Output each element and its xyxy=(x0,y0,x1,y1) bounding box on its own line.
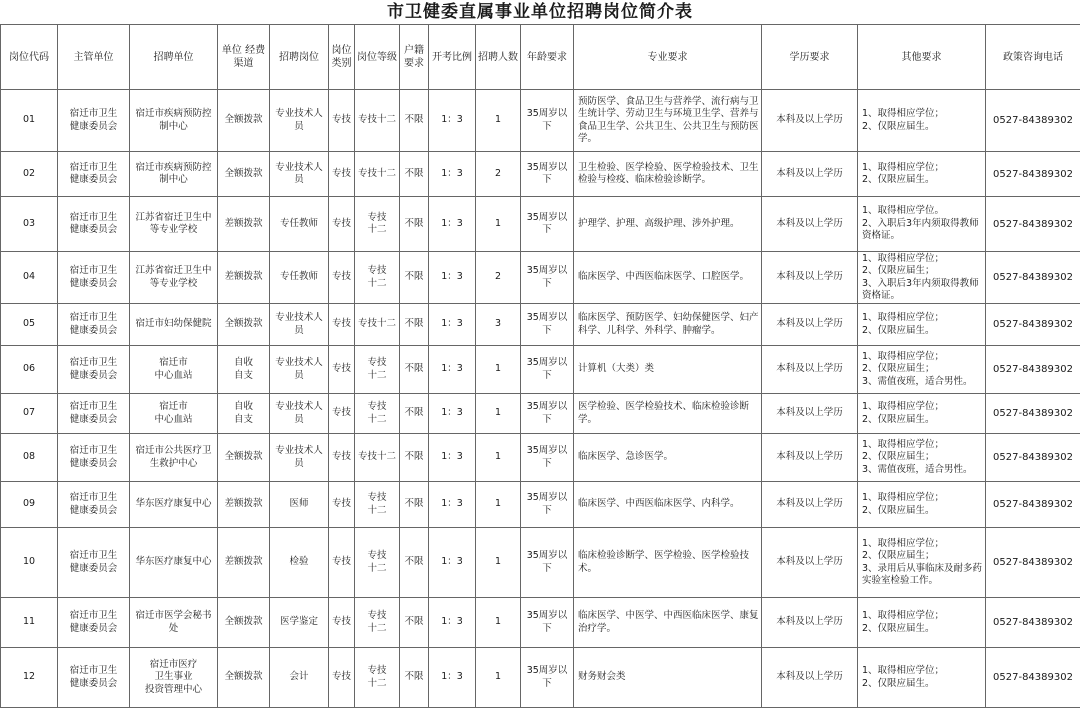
row-age: 35周岁以下 xyxy=(521,482,574,528)
row-level: 专技十二 xyxy=(355,90,400,152)
header-code: 岗位代码 xyxy=(1,25,58,90)
row-funding: 全额拨款 xyxy=(218,598,270,648)
row-category: 专技 xyxy=(329,598,355,648)
row-level: 专技十二 xyxy=(355,152,400,197)
row-count: 1 xyxy=(476,482,521,528)
row-category: 专技 xyxy=(329,346,355,394)
row-ratio: 1：3 xyxy=(429,90,476,152)
row-major: 医学检验、医学检验技术、临床检验诊断学。 xyxy=(574,394,762,434)
row-major: 临床医学、预防医学、妇幼保健医学、妇产科学、儿科学、外科学、肿瘤学。 xyxy=(574,304,762,346)
row-unit: 宿迁市疾病预防控 制中心 xyxy=(130,152,218,197)
row-edu: 本科及以上学历 xyxy=(762,90,858,152)
row-count: 1 xyxy=(476,598,521,648)
row-ratio: 1：3 xyxy=(429,434,476,482)
row-post: 专业技术人员 xyxy=(270,346,329,394)
row-age: 35周岁以下 xyxy=(521,197,574,252)
row-edu: 本科及以上学历 xyxy=(762,152,858,197)
row-level: 专技 十二 xyxy=(355,197,400,252)
row-unit: 宿迁市公共医疗卫 生救护中心 xyxy=(130,434,218,482)
row-code: 12 xyxy=(1,648,58,708)
row-ratio: 1：3 xyxy=(429,528,476,598)
row-phone: 0527-84389302 xyxy=(986,482,1080,528)
row-age: 35周岁以下 xyxy=(521,394,574,434)
row-other: 1、取得相应学位； 2、仅限应届生。 xyxy=(858,90,986,152)
row-unit: 宿迁市医学会秘书 处 xyxy=(130,598,218,648)
row-phone: 0527-84389302 xyxy=(986,304,1080,346)
row-code: 05 xyxy=(1,304,58,346)
header-category: 岗位 类别 xyxy=(329,25,355,90)
table-row xyxy=(1,528,1080,598)
row-ratio: 1：3 xyxy=(429,304,476,346)
row-major: 临床医学、中西医临床医学、口腔医学。 xyxy=(574,252,762,304)
table-row xyxy=(1,394,1080,434)
row-ratio: 1：3 xyxy=(429,482,476,528)
row-code: 03 xyxy=(1,197,58,252)
row-count: 1 xyxy=(476,394,521,434)
row-edu: 本科及以上学历 xyxy=(762,394,858,434)
header-unit: 招聘单位 xyxy=(130,25,218,90)
row-major: 临床检验诊断学、医学检验、医学检验技术。 xyxy=(574,528,762,598)
row-major: 预防医学、食品卫生与营养学、流行病与卫生统计学、劳动卫生与环境卫生学、营养与食品卫生学、公共卫生、公共卫生与预防医学。 xyxy=(574,90,762,152)
row-level: 专技 十二 xyxy=(355,648,400,708)
row-dept: 宿迁市卫生 健康委员会 xyxy=(58,648,130,708)
row-hukou: 不限 xyxy=(400,346,429,394)
row-unit: 江苏省宿迁卫生中 等专业学校 xyxy=(130,252,218,304)
table-row xyxy=(1,90,1080,152)
row-major: 计算机（大类）类 xyxy=(574,346,762,394)
header-count: 招聘人数 xyxy=(476,25,521,90)
row-edu: 本科及以上学历 xyxy=(762,434,858,482)
row-hukou: 不限 xyxy=(400,304,429,346)
row-hukou: 不限 xyxy=(400,90,429,152)
row-other: 1、取得相应学位； 2、仅限应届生； 3、录用后从事临床及耐多药实验室检验工作。 xyxy=(858,528,986,598)
row-funding: 差额拨款 xyxy=(218,197,270,252)
row-category: 专技 xyxy=(329,648,355,708)
recruitment-table xyxy=(0,24,1080,708)
row-other: 1、取得相应学位； 2、仅限应届生。 xyxy=(858,482,986,528)
row-phone: 0527-84389302 xyxy=(986,648,1080,708)
row-phone: 0527-84389302 xyxy=(986,197,1080,252)
table-row xyxy=(1,598,1080,648)
row-dept: 宿迁市卫生 健康委员会 xyxy=(58,434,130,482)
row-age: 35周岁以下 xyxy=(521,304,574,346)
header-edu: 学历要求 xyxy=(762,25,858,90)
row-category: 专技 xyxy=(329,394,355,434)
row-post: 专业技术人员 xyxy=(270,152,329,197)
row-count: 1 xyxy=(476,434,521,482)
row-code: 08 xyxy=(1,434,58,482)
header-dept: 主管单位 xyxy=(58,25,130,90)
row-post: 专业技术人员 xyxy=(270,434,329,482)
row-other: 1、取得相应学位。 2、入职后3年内须取得教师资格证。 xyxy=(858,197,986,252)
row-phone: 0527-84389302 xyxy=(986,90,1080,152)
row-unit: 华东医疗康复中心 xyxy=(130,528,218,598)
row-post: 专业技术人员 xyxy=(270,90,329,152)
row-unit: 宿迁市妇幼保健院 xyxy=(130,304,218,346)
row-phone: 0527-84389302 xyxy=(986,394,1080,434)
row-funding: 全额拨款 xyxy=(218,434,270,482)
header-post: 招聘岗位 xyxy=(270,25,329,90)
row-level: 专技 十二 xyxy=(355,528,400,598)
header-phone: 政策咨询电话 xyxy=(986,25,1080,90)
row-count: 2 xyxy=(476,152,521,197)
row-other: 1、取得相应学位； 2、仅限应届生； 3、需值夜班，适合男性。 xyxy=(858,434,986,482)
row-level: 专技十二 xyxy=(355,434,400,482)
row-ratio: 1：3 xyxy=(429,346,476,394)
row-category: 专技 xyxy=(329,434,355,482)
row-phone: 0527-84389302 xyxy=(986,152,1080,197)
row-age: 35周岁以下 xyxy=(521,528,574,598)
row-code: 07 xyxy=(1,394,58,434)
row-dept: 宿迁市卫生 健康委员会 xyxy=(58,152,130,197)
row-funding: 全额拨款 xyxy=(218,152,270,197)
table-row xyxy=(1,482,1080,528)
row-edu: 本科及以上学历 xyxy=(762,197,858,252)
row-level: 专技 十二 xyxy=(355,598,400,648)
row-other: 1、取得相应学位； 2、仅限应届生。 xyxy=(858,598,986,648)
row-other: 1、取得相应学位； 2、仅限应届生； 3、入职后3年内须取得教师资格证。 xyxy=(858,252,986,304)
row-age: 35周岁以下 xyxy=(521,434,574,482)
row-funding: 差额拨款 xyxy=(218,528,270,598)
row-code: 02 xyxy=(1,152,58,197)
row-hukou: 不限 xyxy=(400,482,429,528)
row-major: 财务财会类 xyxy=(574,648,762,708)
row-ratio: 1：3 xyxy=(429,648,476,708)
row-ratio: 1：3 xyxy=(429,394,476,434)
row-unit: 宿迁市 中心血站 xyxy=(130,346,218,394)
row-post: 专业技术人员 xyxy=(270,394,329,434)
row-funding: 全额拨款 xyxy=(218,304,270,346)
row-code: 11 xyxy=(1,598,58,648)
row-level: 专技 十二 xyxy=(355,394,400,434)
row-dept: 宿迁市卫生 健康委员会 xyxy=(58,197,130,252)
header-other: 其他要求 xyxy=(858,25,986,90)
row-count: 3 xyxy=(476,304,521,346)
header-major: 专业要求 xyxy=(574,25,762,90)
row-post: 医学鉴定 xyxy=(270,598,329,648)
row-hukou: 不限 xyxy=(400,528,429,598)
row-age: 35周岁以下 xyxy=(521,346,574,394)
row-count: 1 xyxy=(476,346,521,394)
table-row xyxy=(1,152,1080,197)
row-category: 专技 xyxy=(329,90,355,152)
row-major: 临床医学、急诊医学。 xyxy=(574,434,762,482)
row-dept: 宿迁市卫生 健康委员会 xyxy=(58,598,130,648)
row-unit: 华东医疗康复中心 xyxy=(130,482,218,528)
row-dept: 宿迁市卫生 健康委员会 xyxy=(58,482,130,528)
row-category: 专技 xyxy=(329,528,355,598)
row-dept: 宿迁市卫生 健康委员会 xyxy=(58,346,130,394)
header-hukou: 户籍 要求 xyxy=(400,25,429,90)
row-edu: 本科及以上学历 xyxy=(762,648,858,708)
row-phone: 0527-84389302 xyxy=(986,434,1080,482)
row-category: 专技 xyxy=(329,152,355,197)
row-category: 专技 xyxy=(329,482,355,528)
row-code: 04 xyxy=(1,252,58,304)
row-post: 检验 xyxy=(270,528,329,598)
row-other: 1、取得相应学位； 2、仅限应届生。 xyxy=(858,648,986,708)
table-row xyxy=(1,197,1080,252)
row-other: 1、取得相应学位； 2、仅限应届生。 xyxy=(858,152,986,197)
row-post: 医师 xyxy=(270,482,329,528)
row-age: 35周岁以下 xyxy=(521,648,574,708)
row-unit: 宿迁市疾病预防控 制中心 xyxy=(130,90,218,152)
row-dept: 宿迁市卫生 健康委员会 xyxy=(58,90,130,152)
row-hukou: 不限 xyxy=(400,394,429,434)
header-ratio: 开考比例 xyxy=(429,25,476,90)
row-dept: 宿迁市卫生 健康委员会 xyxy=(58,252,130,304)
row-count: 2 xyxy=(476,252,521,304)
row-hukou: 不限 xyxy=(400,598,429,648)
row-funding: 差额拨款 xyxy=(218,252,270,304)
row-ratio: 1：3 xyxy=(429,252,476,304)
row-post: 会计 xyxy=(270,648,329,708)
row-post: 专任教师 xyxy=(270,197,329,252)
row-other: 1、取得相应学位； 2、仅限应届生； 3、需值夜班，适合男性。 xyxy=(858,346,986,394)
row-ratio: 1：3 xyxy=(429,152,476,197)
row-category: 专技 xyxy=(329,197,355,252)
table-row xyxy=(1,346,1080,394)
header-age: 年龄要求 xyxy=(521,25,574,90)
row-hukou: 不限 xyxy=(400,648,429,708)
row-other: 1、取得相应学位； 2、仅限应届生。 xyxy=(858,394,986,434)
row-edu: 本科及以上学历 xyxy=(762,252,858,304)
row-code: 09 xyxy=(1,482,58,528)
row-major: 卫生检验、医学检验、医学检验技术、卫生检验与检疫、临床检验诊断学。 xyxy=(574,152,762,197)
row-hukou: 不限 xyxy=(400,152,429,197)
header-level: 岗位等级 xyxy=(355,25,400,90)
row-edu: 本科及以上学历 xyxy=(762,598,858,648)
row-edu: 本科及以上学历 xyxy=(762,528,858,598)
row-dept: 宿迁市卫生 健康委员会 xyxy=(58,394,130,434)
row-post: 专业技术人员 xyxy=(270,304,329,346)
table-row xyxy=(1,304,1080,346)
row-hukou: 不限 xyxy=(400,434,429,482)
row-category: 专技 xyxy=(329,252,355,304)
table-row xyxy=(1,648,1080,708)
row-funding: 全额拨款 xyxy=(218,90,270,152)
row-ratio: 1：3 xyxy=(429,197,476,252)
row-edu: 本科及以上学历 xyxy=(762,346,858,394)
header-row xyxy=(1,25,1080,90)
row-count: 1 xyxy=(476,648,521,708)
table-row xyxy=(1,252,1080,304)
row-major: 护理学、护理、高级护理、涉外护理。 xyxy=(574,197,762,252)
row-count: 1 xyxy=(476,90,521,152)
row-level: 专技 十二 xyxy=(355,346,400,394)
row-code: 01 xyxy=(1,90,58,152)
row-unit: 宿迁市 中心血站 xyxy=(130,394,218,434)
row-count: 1 xyxy=(476,528,521,598)
row-phone: 0527-84389302 xyxy=(986,528,1080,598)
row-hukou: 不限 xyxy=(400,252,429,304)
row-edu: 本科及以上学历 xyxy=(762,482,858,528)
row-unit: 江苏省宿迁卫生中 等专业学校 xyxy=(130,197,218,252)
row-funding: 自收 自支 xyxy=(218,394,270,434)
page-title: 市卫健委直属事业单位招聘岗位简介表 xyxy=(0,0,1080,25)
row-phone: 0527-84389302 xyxy=(986,252,1080,304)
row-level: 专技 十二 xyxy=(355,482,400,528)
row-phone: 0527-84389302 xyxy=(986,598,1080,648)
row-funding: 差额拨款 xyxy=(218,482,270,528)
row-edu: 本科及以上学历 xyxy=(762,304,858,346)
table-row xyxy=(1,434,1080,482)
row-hukou: 不限 xyxy=(400,197,429,252)
row-phone: 0527-84389302 xyxy=(986,346,1080,394)
row-code: 10 xyxy=(1,528,58,598)
row-age: 35周岁以下 xyxy=(521,90,574,152)
row-age: 35周岁以下 xyxy=(521,598,574,648)
row-other: 1、取得相应学位； 2、仅限应届生。 xyxy=(858,304,986,346)
row-major: 临床医学、中医学、中西医临床医学、康复治疗学。 xyxy=(574,598,762,648)
row-dept: 宿迁市卫生 健康委员会 xyxy=(58,304,130,346)
row-level: 专技 十二 xyxy=(355,252,400,304)
row-funding: 全额拨款 xyxy=(218,648,270,708)
row-code: 06 xyxy=(1,346,58,394)
row-ratio: 1：3 xyxy=(429,598,476,648)
row-dept: 宿迁市卫生 健康委员会 xyxy=(58,528,130,598)
row-level: 专技十二 xyxy=(355,304,400,346)
header-funding: 单位 经费渠道 xyxy=(218,25,270,90)
row-age: 35周岁以下 xyxy=(521,252,574,304)
row-post: 专任教师 xyxy=(270,252,329,304)
row-age: 35周岁以下 xyxy=(521,152,574,197)
row-major: 临床医学、中西医临床医学、内科学。 xyxy=(574,482,762,528)
row-category: 专技 xyxy=(329,304,355,346)
row-funding: 自收 自支 xyxy=(218,346,270,394)
row-unit: 宿迁市医疗 卫生事业 投资管理中心 xyxy=(130,648,218,708)
row-count: 1 xyxy=(476,197,521,252)
